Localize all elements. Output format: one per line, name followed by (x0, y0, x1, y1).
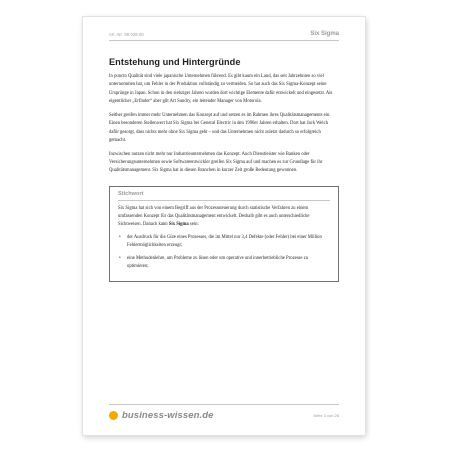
keyword-box-intro-bold: Six Sigma (168, 222, 189, 228)
paragraph-1: In puncto Qualität sind viele japanische Unternehmen führend. Es gibt kaum ein Land, das seit Jahrzehnten so viel unternommen hat, um Fehler in der Produktion vollständig zu vermeiden. So hat auch das Six Sigma-Konzept seine Ursprünge in Japan. Schon in den siebziger Jahren wurden dort wichtige Elemente dafür entwickelt und eingesetzt. Als eigentlicher „Erfinder“ aber gilt Art Sundry, ein leitender Manager von Motorola. (109, 74, 333, 105)
document-page (83, 17, 365, 435)
brand-logo (109, 410, 214, 421)
page-footer (109, 404, 339, 421)
page-header (109, 31, 339, 41)
keyword-box-intro-text: Six Sigma hat sich von einem Begriff aus der Prozesssteuerung durch statistische Verfahren zu einem umfassenden Konzept für das Qualitätsmanagement entwickelt. Deshalb gibt es auch unterschiedliche Sichtweisen. Danach kann (118, 205, 310, 228)
document-title: Six Sigma (310, 31, 339, 37)
keyword-box-title: Stichwort (118, 191, 330, 201)
keyword-box-list (118, 234, 330, 271)
keyword-box-intro-end: sein: (188, 222, 199, 228)
section-heading: Entstehung und Hintergründe (109, 57, 241, 67)
article-number: Art.-Nr. 99.028.00 (109, 32, 144, 37)
page-content (109, 57, 339, 282)
keyword-box (109, 186, 339, 282)
list-item: • eine Methodenlehre, um Probleme zu lösen oder um operative und innerbetriebliche Prozesse zu optimieren; (127, 255, 330, 272)
paragraph-2: Seither greifen immer mehr Unternehmen das Konzept auf und setzen es im Rahmen ihres Qualitätsmanagements ein. Einen besonderen Stellenwert hat Six Sigma bei General Electric in den 1990er Jahren erhalten. Dort hat Jack Welch dafür gesorgt, dass nichts mehr ohne Six Sigma geht – und das Unternehmen nicht zuletzt dadurch so erfolgreich gemacht. (109, 112, 331, 143)
paragraph-3: Inzwischen nutzen nicht mehr nur Industrieunternehmen das Konzept. Auch Dienstleister wie Banken oder Versicherungsunternehmen sowie Softwareentwickler greifen Six Sigma auf und machen es zur Grundlage für ihr Qualitätsmanagement. Six Sigma hat in diesen Branchen in kurzer Zeit große Bedeutung gewonnen. (109, 151, 323, 174)
list-item: • der Ausdruck für die Güte eines Prozesses, die im Mittel nur 3,4 Defekte (oder Fehler) bei einer Million Fehlermöglichkeiten erzeugt; (127, 234, 330, 251)
logo-dot-icon (109, 411, 118, 420)
page-number: Seite 3 von 26 (313, 413, 339, 418)
logo-text: business-wissen.de (122, 410, 214, 421)
keyword-box-intro (118, 205, 330, 230)
